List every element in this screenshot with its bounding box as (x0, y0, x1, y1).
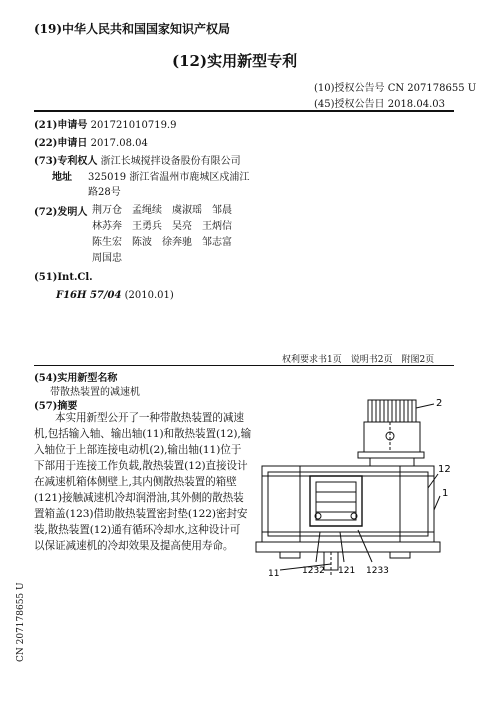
filing-date: 2017.08.04 (90, 138, 148, 149)
publication-number: CN 207178655 U (387, 83, 477, 94)
document-type: (12)实用新型专利 (172, 52, 298, 70)
patentee: 浙江长城搅拌设备股份有限公司 (100, 156, 241, 167)
address-line-2: 路28号 (88, 187, 121, 198)
inventors-label: (72)发明人 (34, 207, 88, 218)
publication-date-row (314, 95, 445, 110)
application-number-row (34, 116, 176, 131)
publication-number-row (314, 79, 476, 94)
title-label: (54)实用新型名称 (34, 373, 118, 384)
abstract-line: 在减速机箱体侧壁上,其内侧散热装置的箱壁 (34, 476, 237, 488)
address-line-1: 325019 浙江省温州市鹿城区戍浦江 (88, 172, 250, 183)
address-label: 地址 (52, 172, 72, 183)
gearbox-base (256, 542, 440, 552)
header-rule (34, 110, 454, 112)
label-121: 121 (338, 566, 356, 576)
intcl-date: (2010.01) (124, 290, 174, 301)
abstract-line: (121)接触减速机冷却润滑油,其外侧的散热装 (34, 492, 244, 504)
abstract-line: 以保证减速机的冷却效果及提高使用寿命。 (34, 540, 234, 552)
intcl-code: F16H 57/04 (56, 290, 122, 301)
publication-date-label: (45)授权公告日 (314, 99, 385, 110)
authority-title: (19)中华人民共和国国家知识产权局 (34, 22, 231, 36)
publication-number-label: (10)授权公告号 (314, 83, 385, 94)
abstract-line: 本实用新型公开了一种带散热装置的减速 (34, 412, 244, 424)
intcl-row (56, 290, 174, 301)
abstract-line: 机,包括输入轴、输出轴(11)和散热装置(12),输 (34, 428, 252, 440)
abstract-line: 入轴位于上部连接电动机(2),输出轴(11)位于 (34, 444, 242, 456)
inventors-line: 荆万仓 孟绳续 虞淑瑶 邹晨 (92, 205, 232, 216)
label-1232: 1232 (302, 566, 325, 576)
label-output-shaft: 11 (268, 569, 280, 579)
label-housing: 1 (442, 488, 449, 499)
filing-date-row (34, 134, 148, 149)
filing-date-label: (22)申请日 (34, 138, 88, 149)
inventors-line: 林苏奔 王勇兵 吴亮 王炳信 (92, 221, 232, 232)
label-motor: 2 (436, 398, 443, 409)
inventors-line: 陈生宏 陈波 徐奔驰 邹志富 (92, 237, 232, 248)
inventors-line: 周国忠 (92, 253, 122, 264)
gearbox-housing (262, 466, 434, 542)
motor-body (364, 422, 420, 452)
application-number-label: (21)申请号 (34, 120, 88, 131)
abstract-line: 下部用于连接工作负载,散热装置(12)直接设计 (34, 460, 248, 472)
publication-date: 2018.04.03 (387, 99, 445, 110)
inventors-list (92, 203, 232, 267)
label-1233: 1233 (366, 566, 389, 576)
gearbox-drawing (240, 392, 456, 582)
section-rule (34, 365, 454, 366)
patentee-row (34, 152, 241, 167)
abstract-line: 置箱盖(123)借助散热装置密封垫(122)密封安 (34, 508, 248, 520)
abstract-label: (57)摘要 (34, 401, 78, 412)
patentee-label: (73)专利权人 (34, 156, 98, 167)
side-publication-code: CN 207178655 U (16, 582, 26, 662)
claims-summary: 权利要求书1页 说明书2页 附图2页 (282, 355, 435, 365)
abstract-line: 装,散热装置(12)通有循环冷却水,这种设计可 (34, 524, 241, 536)
label-cooling-device: 12 (438, 464, 451, 475)
intcl-label: (51)Int.Cl. (34, 272, 93, 283)
utility-model-title: 带散热装置的减速机 (50, 387, 140, 398)
application-number: 201721010719.9 (90, 120, 177, 131)
